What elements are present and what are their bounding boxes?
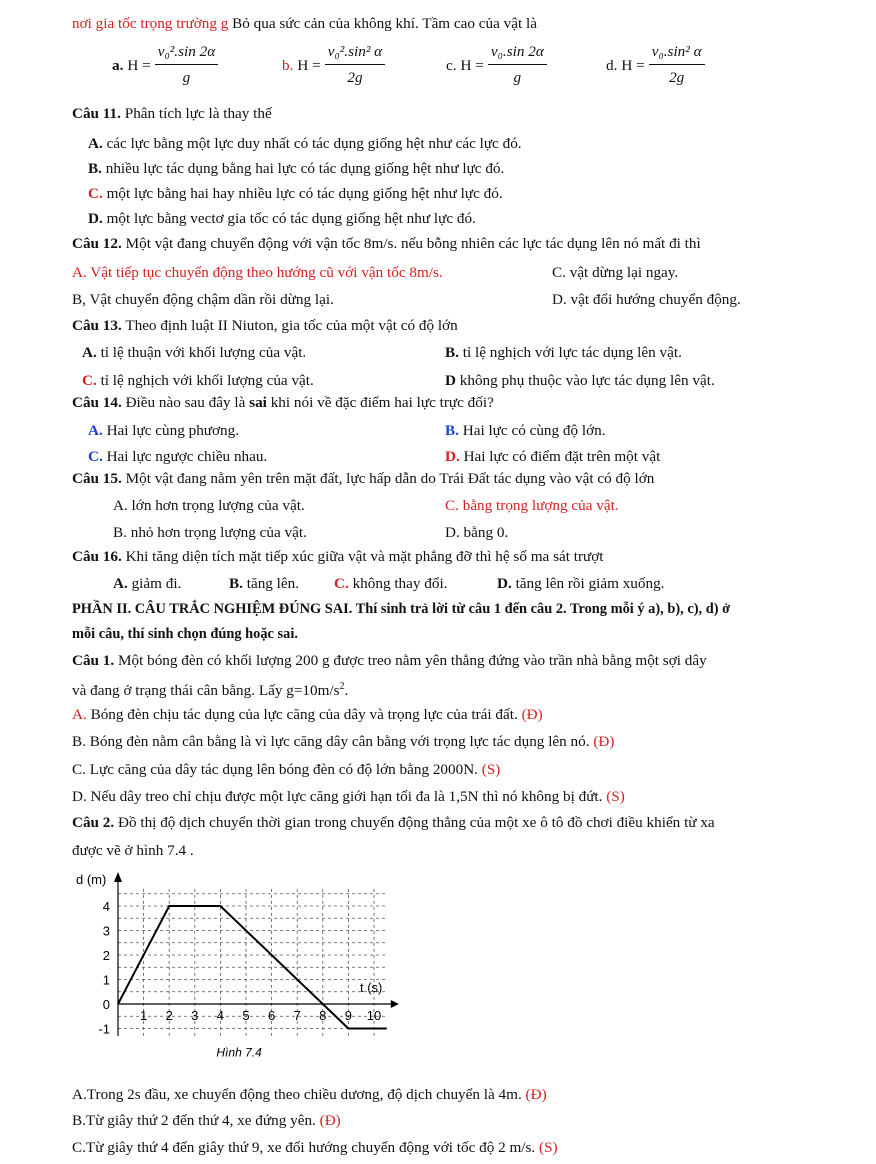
option-label: B. xyxy=(445,422,459,439)
question-label: Câu 1. xyxy=(72,652,115,669)
question-text: Đồ thị độ dịch chuyển thời gian trong chuyển động thẳng của một xe ô tô đồ chơi điều khiển từ xa xyxy=(114,814,715,831)
q14-option-d[interactable] xyxy=(445,447,660,467)
q15-option-b[interactable]: B. nhỏ hơn trọng lượng của vật. xyxy=(113,524,307,541)
x-axis-label: t (s) xyxy=(360,980,383,995)
part2-instruction: mỗi câu, thí sinh chọn đúng hoặc sai. xyxy=(72,626,298,642)
question-15 xyxy=(72,469,654,489)
x-tick-label: 4 xyxy=(216,1008,225,1023)
figure-caption: Hình 7.4 xyxy=(216,1045,262,1060)
answer-mark: (Đ) xyxy=(315,1112,341,1129)
option-text: Hai lực có cùng độ lớn. xyxy=(458,422,606,439)
intro-line xyxy=(72,14,537,34)
option-text: Hai lực ngược chiều nhau. xyxy=(102,448,268,465)
option-text: không phụ thuộc vào lực tác dụng lên vật. xyxy=(455,372,715,389)
q16-option-b[interactable] xyxy=(229,574,299,594)
q12-option-d[interactable]: D. vật đổi hướng chuyển động. xyxy=(552,291,741,308)
option-label: D. xyxy=(497,575,512,592)
formula-lhs: H = xyxy=(297,56,321,74)
option-label: d. xyxy=(606,56,618,74)
x-tick-label: 1 xyxy=(139,1008,148,1023)
option-text: một lực bằng hai hay nhiều lực có tác dụng giống hệt như lực đó. xyxy=(102,185,503,202)
y-tick-label: 4 xyxy=(102,899,110,914)
option-label: D xyxy=(445,372,456,389)
formula-options xyxy=(112,42,752,102)
option-label: B. xyxy=(229,575,243,592)
answer-mark: (S) xyxy=(477,761,501,778)
statement-text: C.Từ giây thứ 4 đến giây thứ 9, xe đổi hướng chuyển động với tốc độ 2 m/s. xyxy=(72,1139,536,1156)
answer-mark: (S) xyxy=(602,788,625,805)
formula-option-b[interactable] xyxy=(282,42,385,89)
option-text: Hai lực cùng phương. xyxy=(102,422,240,439)
x-tick-label: 8 xyxy=(319,1008,327,1023)
question-text-end: khi nói về đặc điểm hai lực trực đối? xyxy=(266,394,494,411)
x-tick-label: 3 xyxy=(191,1008,199,1023)
q16-option-d[interactable] xyxy=(497,574,664,594)
x-tick-label: 5 xyxy=(242,1008,250,1023)
option-text: Hai lực có điểm đặt trên một vật xyxy=(459,448,661,465)
q15-option-c[interactable]: C. bằng trọng lượng của vật. xyxy=(445,497,619,514)
option-label: A. xyxy=(113,575,128,592)
answer-mark: (Đ) xyxy=(521,1086,547,1103)
answer-mark: (Đ) xyxy=(589,733,615,750)
fraction xyxy=(325,42,385,89)
formula-option-c[interactable] xyxy=(446,42,547,89)
fraction-numerator: v₀².sin 2α xyxy=(155,42,218,65)
option-text: tỉ lệ nghịch với lực tác dụng lên vật. xyxy=(458,344,682,361)
question-label: Câu 15. xyxy=(72,470,122,487)
p2-question-1-line2 xyxy=(72,677,348,701)
p2q2-statement-c[interactable] xyxy=(72,1138,558,1158)
fraction-denominator: g xyxy=(513,69,522,86)
question-text: Một vật đang nằm yên trên mặt đất, lực hấp dẫn do Trái Đất tác dụng vào vật có độ lớn xyxy=(121,470,655,487)
p2-question-1 xyxy=(72,651,707,671)
x-tick-label: 10 xyxy=(366,1008,382,1023)
question-16 xyxy=(72,547,604,567)
q11-option-c[interactable] xyxy=(88,184,503,204)
intro-highlight: nơi gia tốc trọng trường g xyxy=(72,15,229,32)
q11-option-b[interactable] xyxy=(88,159,504,179)
question-text: Một bóng đèn có khối lượng 200 g được treo nằm yên thẳng đứng vào trần nhà bằng một sợi dây xyxy=(114,652,707,669)
statement-text: B.Từ giây thứ 2 đến thứ 4, xe đứng yên. xyxy=(72,1112,316,1129)
question-text: Phân tích lực là thay thế xyxy=(120,105,272,122)
p2q1-statement-d[interactable] xyxy=(72,787,625,807)
fraction-numerator: v₀.sin 2α xyxy=(488,42,547,65)
option-label: D. xyxy=(88,210,103,227)
option-label: D. xyxy=(445,448,460,465)
q14-option-b[interactable] xyxy=(445,421,606,441)
question-text: Khi tăng diện tích mặt tiếp xúc giữa vật và mặt phẳng đỡ thì hệ số ma sát trượt xyxy=(121,548,604,565)
option-text: giảm đi. xyxy=(127,575,182,592)
p2-question-2-line2: được vẽ ở hình 7.4 . xyxy=(72,842,194,859)
statement-text: C. Lực căng của dây tác dụng lên bóng đèn có độ lớn bằng 2000N. xyxy=(72,761,478,778)
option-label: B. xyxy=(88,160,102,177)
fraction xyxy=(649,42,705,89)
option-text: nhiều lực tác dụng bằng hai lực có tác dụng giống hệt như lực đó. xyxy=(101,160,505,177)
part2-heading: PHẦN II. CÂU TRẮC NGHIỆM ĐÚNG SAI. Thí sinh trả lời từ câu 1 đến câu 2. Trong mỗi ý a), b), c), d) ở xyxy=(72,601,731,617)
option-text: các lực bằng một lực duy nhất có tác dụng giống hệt như các lực đó. xyxy=(102,135,522,152)
q11-option-d[interactable] xyxy=(88,209,476,229)
formula-lhs: H = xyxy=(460,56,484,74)
q13-option-a[interactable] xyxy=(82,343,306,363)
y-axis-arrow-icon xyxy=(114,872,122,882)
option-label: A. xyxy=(82,344,97,361)
fraction-numerator: v₀.sin² α xyxy=(649,42,705,65)
q13-option-b[interactable] xyxy=(445,343,682,363)
q14-option-a[interactable] xyxy=(88,421,239,441)
x-tick-label: 2 xyxy=(165,1008,173,1023)
question-label: Câu 13. xyxy=(72,317,122,334)
question-text-end: . xyxy=(344,682,349,700)
option-label: C. xyxy=(88,185,103,202)
p2q1-statement-c[interactable] xyxy=(72,760,500,780)
question-14 xyxy=(72,393,494,413)
y-tick-label: 1 xyxy=(102,972,110,988)
formula-lhs: H = xyxy=(621,56,645,74)
question-text: và đang ở trạng thái cân bằng. Lấy g=10m/s xyxy=(72,682,340,700)
option-label: C. xyxy=(88,448,103,465)
superscript: 2 xyxy=(339,681,345,692)
fraction xyxy=(155,42,218,89)
question-text: Theo định luật II Niuton, gia tốc của một vật có độ lớn xyxy=(121,317,458,334)
displacement-time-chart xyxy=(74,868,424,1078)
q13-option-d[interactable] xyxy=(445,371,715,391)
option-label: C. xyxy=(82,372,97,389)
question-label: Câu 14. xyxy=(72,394,122,411)
x-axis-arrow-icon xyxy=(391,1000,399,1008)
statement-text: Bóng đèn chịu tác dụng của lực căng của dây và trọng lực của trái đất. xyxy=(86,706,518,723)
question-label: Câu 12. xyxy=(72,235,122,252)
answer-mark: (S) xyxy=(535,1139,558,1156)
statement-text: B. Bóng đèn nằm cân bằng là vì lực căng dây cân bằng với trọng lực tác dụng lên nó. xyxy=(72,733,590,750)
q12-option-c[interactable]: C. vật dừng lại ngay. xyxy=(552,264,679,281)
p2-question-2 xyxy=(72,813,715,833)
option-label: A. xyxy=(88,422,103,439)
q14-option-c[interactable] xyxy=(88,447,267,467)
option-label: A. xyxy=(72,706,87,723)
x-tick-label: 7 xyxy=(293,1008,301,1023)
option-label: b. xyxy=(282,56,294,74)
question-text: Điều nào sau đây là xyxy=(121,394,250,411)
statement-text: A.Trong 2s đầu, xe chuyển động theo chiều dương, độ dịch chuyển là 4m. xyxy=(72,1086,522,1103)
option-text: tỉ lệ thuận với khối lượng của vật. xyxy=(96,344,307,361)
p2q2-statement-b[interactable] xyxy=(72,1111,341,1131)
fraction-denominator: g xyxy=(182,69,191,86)
p2q1-statement-b[interactable] xyxy=(72,732,614,752)
option-label: A. xyxy=(88,135,103,152)
p2q1-statement-a[interactable] xyxy=(72,705,543,725)
intro-rest: Bỏ qua sức cản của không khí. Tầm cao của vật là xyxy=(228,15,537,32)
x-tick-label: 9 xyxy=(344,1008,353,1023)
formula-option-a[interactable] xyxy=(112,42,218,89)
q15-option-d[interactable]: D. bằng 0. xyxy=(445,524,509,541)
option-text: tăng lên. xyxy=(242,575,300,592)
option-label: c. xyxy=(446,56,457,74)
question-12 xyxy=(72,234,701,254)
option-text: không thay đổi. xyxy=(348,575,448,592)
option-label: a. xyxy=(112,56,124,74)
p2q2-statement-a[interactable] xyxy=(72,1085,547,1105)
option-label: B. xyxy=(445,344,459,361)
y-tick-label: -1 xyxy=(98,1021,110,1037)
y-tick-label: 3 xyxy=(102,923,110,939)
formula-lhs: H = xyxy=(127,56,151,74)
x-tick-label: 6 xyxy=(267,1008,276,1023)
question-emphasis: sai xyxy=(249,394,267,411)
question-11 xyxy=(72,104,272,124)
question-13 xyxy=(72,316,458,336)
question-label: Câu 2. xyxy=(72,814,115,831)
option-text: một lực bằng vectơ gia tốc có tác dụng giống hệt như lực đó. xyxy=(102,210,476,227)
q15-option-a[interactable]: A. lớn hơn trọng lượng của vật. xyxy=(113,497,305,514)
question-text: Một vật đang chuyển động với vận tốc 8m/s. nếu bỗng nhiên các lực tác dụng lên nó mất đi thì xyxy=(121,235,701,252)
fraction-denominator: 2g xyxy=(669,69,685,86)
q12-option-b[interactable]: B, Vật chuyển động chậm dần rồi dừng lại. xyxy=(72,291,334,308)
q12-option-a[interactable]: A. Vật tiếp tục chuyển động theo hướng cũ với vận tốc 8m/s. xyxy=(72,264,443,281)
question-label: Câu 16. xyxy=(72,548,122,565)
option-text: tăng lên rồi giảm xuống. xyxy=(511,575,665,592)
question-label: Câu 11. xyxy=(72,105,121,122)
formula-option-d[interactable] xyxy=(606,42,705,89)
q13-option-c[interactable] xyxy=(82,371,314,391)
q16-option-c[interactable] xyxy=(334,574,447,594)
y-tick-label: 0 xyxy=(102,997,110,1012)
chart-axes xyxy=(114,872,399,1036)
fraction-denominator: 2g xyxy=(347,69,363,86)
option-label: C. xyxy=(334,575,349,592)
y-tick-label: 2 xyxy=(102,948,110,963)
statement-text: D. Nếu dây treo chỉ chịu được một lực căng giới hạn tối đa là 1,5N thì nó không bị đứt. xyxy=(72,788,603,805)
answer-mark: (Đ) xyxy=(517,706,543,723)
y-axis-label: d (m) xyxy=(76,872,107,887)
q16-option-a[interactable] xyxy=(113,574,181,594)
option-text: tỉ lệ nghịch với khối lượng của vật. xyxy=(96,372,314,389)
fraction xyxy=(488,42,547,89)
fraction-numerator: v₀².sin² α xyxy=(325,42,385,65)
q11-option-a[interactable] xyxy=(88,134,522,154)
